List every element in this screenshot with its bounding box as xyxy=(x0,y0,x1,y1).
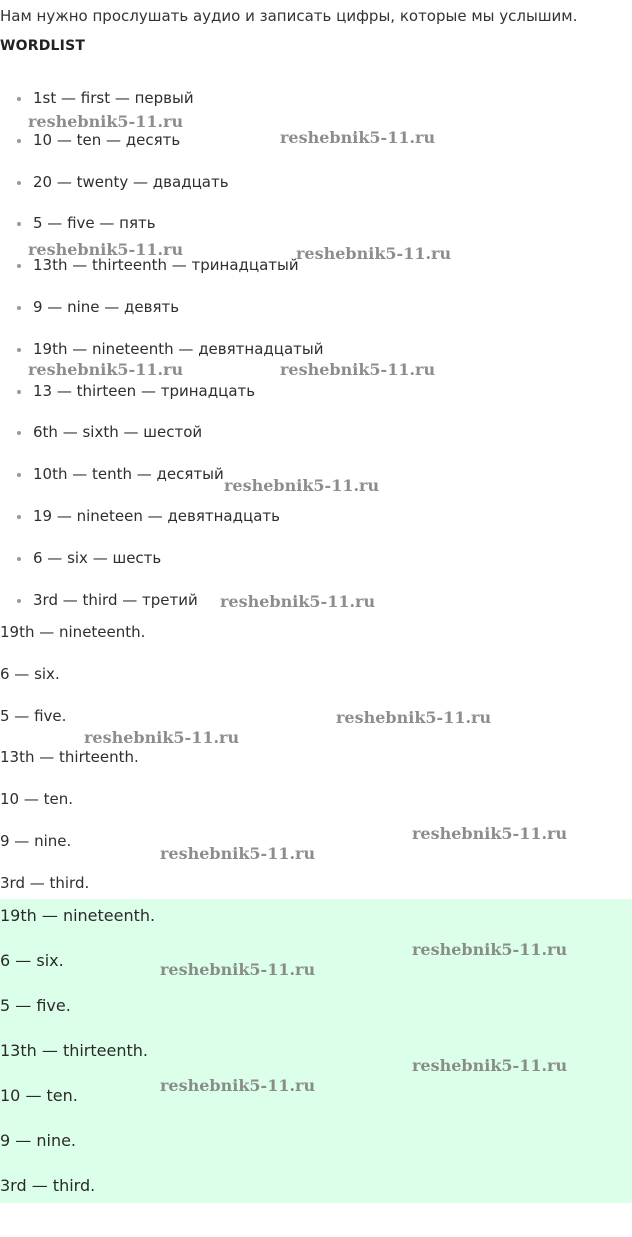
answer-line: 6 — six. xyxy=(0,664,60,683)
list-item: 13 — thirteen — тринадцать xyxy=(0,381,632,423)
list-item: 1st — first — первый xyxy=(0,88,632,130)
watermark: reshebnik5-11.ru xyxy=(28,360,184,379)
watermark: reshebnik5-11.ru xyxy=(28,112,184,131)
list-item: 19th — nineteenth — девятнадцатый xyxy=(0,339,632,381)
answer-box-line: 13th — thirteenth. xyxy=(0,1041,148,1060)
watermark: reshebnik5-11.ru xyxy=(84,728,240,747)
list-item: 10th — tenth — десятый xyxy=(0,464,632,506)
list-item: 6 — six — шесть xyxy=(0,548,632,590)
list-item: 6th — sixth — шестой xyxy=(0,422,632,464)
answer-box-line: 6 — six. xyxy=(0,951,64,970)
watermark: reshebnik5-11.ru xyxy=(220,592,376,611)
intro-text: Нам нужно прослушать аудио и записать цифры, которые мы услышим. xyxy=(0,7,578,25)
watermark: reshebnik5-11.ru xyxy=(28,240,184,259)
watermark: reshebnik5-11.ru xyxy=(412,1056,568,1075)
list-item: 9 — nine — девять xyxy=(0,297,632,339)
answer-line: 19th — nineteenth. xyxy=(0,623,146,641)
watermark: reshebnik5-11.ru xyxy=(280,128,436,147)
answers-list xyxy=(0,622,632,915)
watermark: reshebnik5-11.ru xyxy=(280,360,436,379)
watermark: reshebnik5-11.ru xyxy=(160,960,316,979)
watermark: reshebnik5-11.ru xyxy=(412,824,568,843)
answer-line: 5 — five. xyxy=(0,706,67,725)
watermark: reshebnik5-11.ru xyxy=(160,844,316,863)
list-item: 20 — twenty — двадцать xyxy=(0,172,632,214)
list-item: 5 — five — пять xyxy=(0,213,632,255)
list-item: 13th — thirteenth — тринадцатый xyxy=(0,255,632,297)
answer-box-line: 10 — ten. xyxy=(0,1086,78,1105)
answer-line: 10 — ten. xyxy=(0,790,74,809)
list-item: 3rd — third — третий xyxy=(0,590,632,632)
wordlist xyxy=(0,88,632,631)
answer-box-line: 5 — five. xyxy=(0,996,71,1015)
answer-box-line: 3rd — third. xyxy=(0,1176,96,1195)
watermark: reshebnik5-11.ru xyxy=(296,244,452,263)
wordlist-heading: WORDLIST xyxy=(0,38,86,54)
answer-line: 3rd — third. xyxy=(0,873,90,892)
watermark: reshebnik5-11.ru xyxy=(336,708,492,727)
answer-line: 13th — thirteenth. xyxy=(0,748,139,767)
answer-box-line: 9 — nine. xyxy=(0,1131,77,1150)
list-item: 10 — ten — десять xyxy=(0,130,632,172)
watermark: reshebnik5-11.ru xyxy=(224,476,380,495)
answer-line: 9 — nine. xyxy=(0,831,72,850)
watermark: reshebnik5-11.ru xyxy=(160,1076,316,1095)
list-item: 19 — nineteen — девятнадцать xyxy=(0,506,632,548)
watermark: reshebnik5-11.ru xyxy=(412,940,568,959)
answer-box xyxy=(0,899,632,1203)
answer-box-line: 19th — nineteenth. xyxy=(0,906,156,925)
